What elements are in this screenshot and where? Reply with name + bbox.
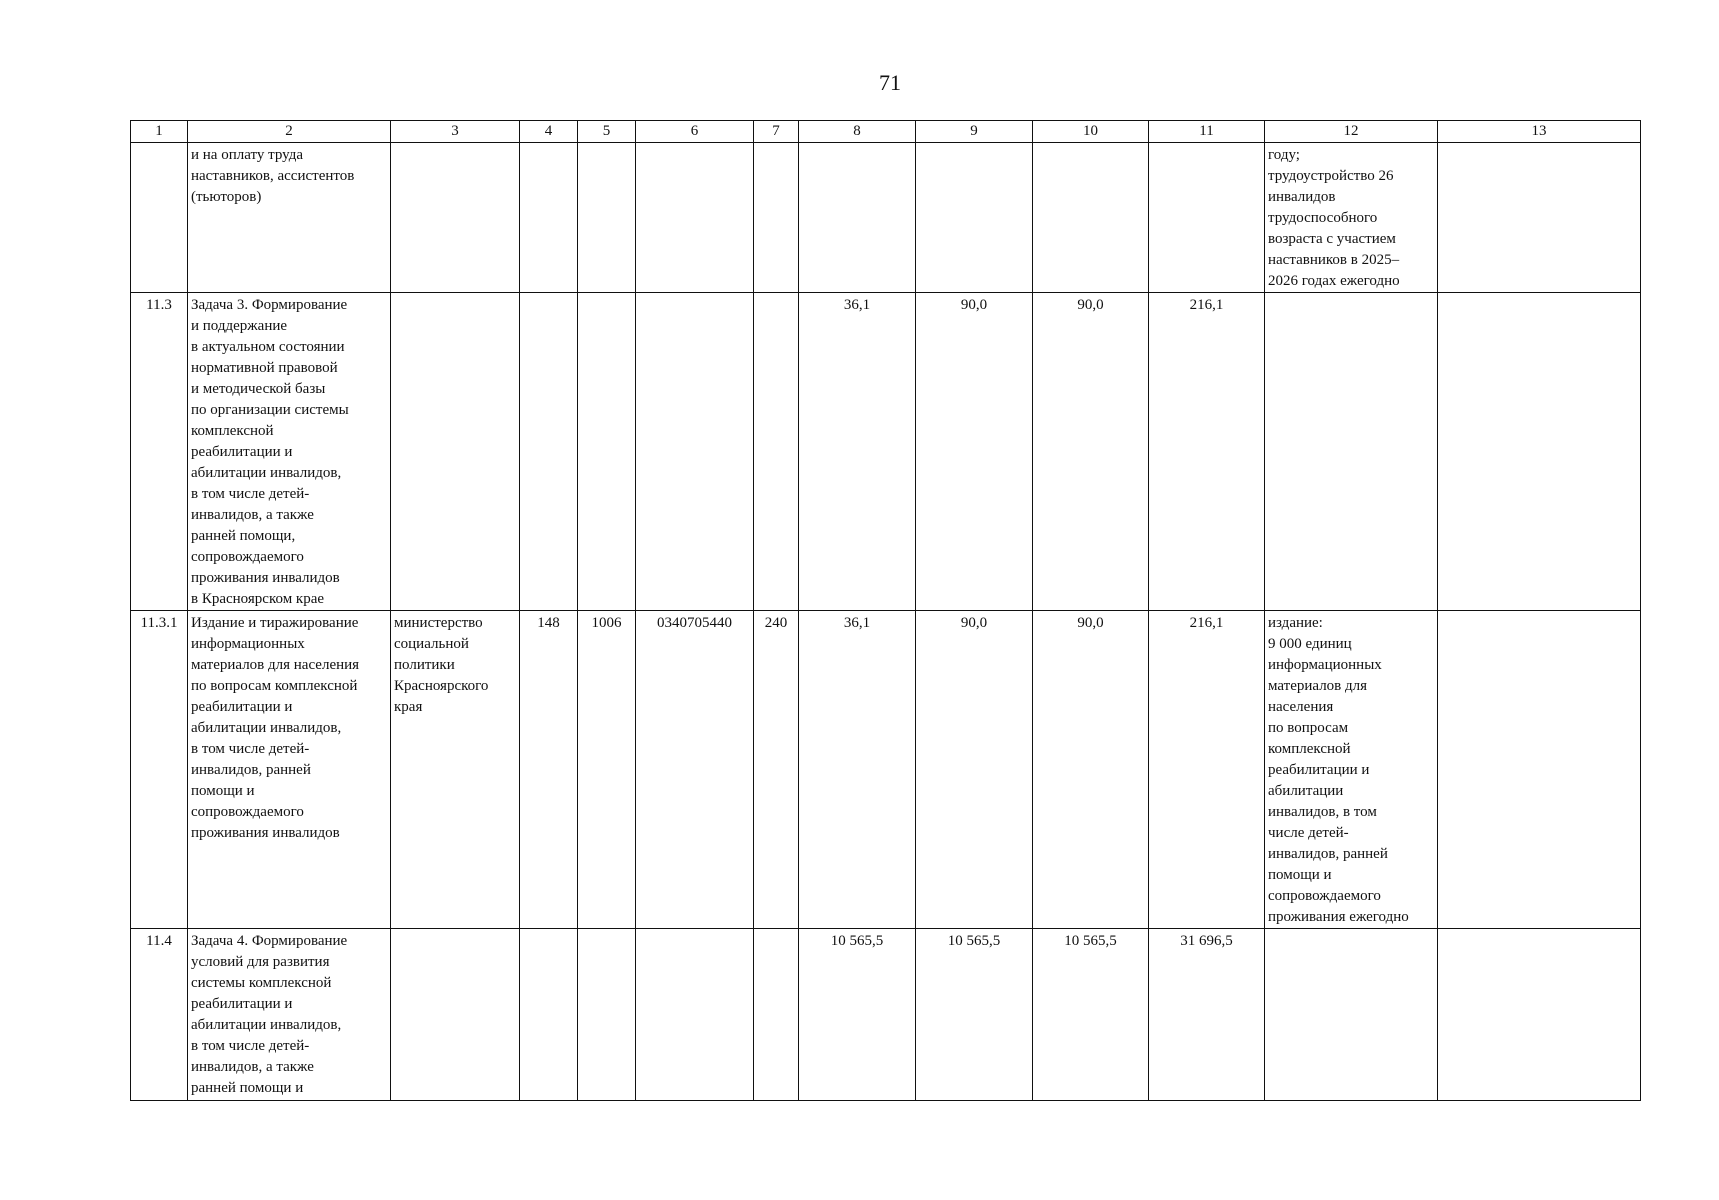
code-cell: 0340705440 <box>636 611 754 929</box>
row-number-cell: 11.4 <box>131 929 188 1101</box>
code-cell <box>754 293 799 611</box>
column-number-cell: 11 <box>1149 121 1265 143</box>
column-number-cell: 10 <box>1033 121 1149 143</box>
column-number-cell: 12 <box>1265 121 1438 143</box>
page-number: 71 <box>879 70 901 95</box>
expected-result-cell: году; трудоустройство 26 инвалидов трудоспособного возраста с участием наставников в 2025– 2026 годах ежегодно <box>1265 143 1438 293</box>
amount-cell: 90,0 <box>916 293 1033 611</box>
column-number-cell: 2 <box>188 121 391 143</box>
activity-name-cell: Издание и тиражирование информационных материалов для населения по вопросам комплексной реабилитации и абилитации инвалидов, в том числе детей- инвалидов, ранней помощи и сопровождаемого проживания инвалидов <box>188 611 391 929</box>
code-cell <box>636 143 754 293</box>
column-number-cell: 6 <box>636 121 754 143</box>
code-cell <box>520 293 578 611</box>
code-cell <box>578 293 636 611</box>
activity-name-cell: и на оплату труда наставников, ассистентов (тьюторов) <box>188 143 391 293</box>
expected-result-cell <box>1265 293 1438 611</box>
code-cell: 1006 <box>578 611 636 929</box>
notes-cell <box>1438 611 1641 929</box>
amount-cell: 10 565,5 <box>916 929 1033 1101</box>
table-row <box>131 143 1641 293</box>
amount-cell: 36,1 <box>799 611 916 929</box>
code-cell: 240 <box>754 611 799 929</box>
column-number-cell: 4 <box>520 121 578 143</box>
amount-cell: 10 565,5 <box>799 929 916 1101</box>
row-number-cell: 11.3 <box>131 293 188 611</box>
amount-cell: 10 565,5 <box>1033 929 1149 1101</box>
amount-cell: 90,0 <box>916 611 1033 929</box>
notes-cell <box>1438 929 1641 1101</box>
table-row <box>131 293 1641 611</box>
amount-cell <box>799 143 916 293</box>
code-cell <box>578 143 636 293</box>
responsible-cell <box>391 929 520 1101</box>
code-cell <box>754 929 799 1101</box>
code-cell <box>636 929 754 1101</box>
column-number-row <box>131 121 1641 143</box>
activity-name-cell: Задача 3. Формирование и поддержание в актуальном состоянии нормативной правовой и методической базы по организации системы комплексной реабилитации и абилитации инвалидов, в том числе детей- инвалидов, а также ранней помощи, сопровождаемого проживания инвалидов в Красноярском крае <box>188 293 391 611</box>
responsible-cell <box>391 143 520 293</box>
column-number-cell: 1 <box>131 121 188 143</box>
code-cell <box>754 143 799 293</box>
expected-result-cell <box>1265 929 1438 1101</box>
amount-cell: 90,0 <box>1033 293 1149 611</box>
row-number-cell: 11.3.1 <box>131 611 188 929</box>
activity-name-cell: Задача 4. Формирование условий для развития системы комплексной реабилитации и абилитации инвалидов, в том числе детей- инвалидов, а также ранней помощи и <box>188 929 391 1101</box>
amount-cell: 36,1 <box>799 293 916 611</box>
table-row <box>131 611 1641 929</box>
column-number-cell: 13 <box>1438 121 1641 143</box>
column-number-cell: 7 <box>754 121 799 143</box>
amount-cell <box>1149 143 1265 293</box>
responsible-cell <box>391 293 520 611</box>
amount-cell: 90,0 <box>1033 611 1149 929</box>
code-cell <box>578 929 636 1101</box>
amount-cell <box>1033 143 1149 293</box>
table-row <box>131 929 1641 1101</box>
code-cell <box>520 143 578 293</box>
column-number-cell: 3 <box>391 121 520 143</box>
column-number-cell: 8 <box>799 121 916 143</box>
amount-cell: 216,1 <box>1149 611 1265 929</box>
notes-cell <box>1438 293 1641 611</box>
expected-result-cell: издание: 9 000 единиц информационных материалов для населения по вопросам комплексной реабилитации и абилитации инвалидов, в том числе детей- инвалидов, ранней помощи и сопровождаемого проживания ежегодно <box>1265 611 1438 929</box>
responsible-cell: министерство социальной политики Красноярского края <box>391 611 520 929</box>
column-number-cell: 5 <box>578 121 636 143</box>
column-number-cell: 9 <box>916 121 1033 143</box>
amount-cell: 31 696,5 <box>1149 929 1265 1101</box>
code-cell <box>520 929 578 1101</box>
row-number-cell <box>131 143 188 293</box>
amount-cell: 216,1 <box>1149 293 1265 611</box>
program-activities-table <box>130 120 1641 1101</box>
amount-cell <box>916 143 1033 293</box>
code-cell: 148 <box>520 611 578 929</box>
notes-cell <box>1438 143 1641 293</box>
code-cell <box>636 293 754 611</box>
